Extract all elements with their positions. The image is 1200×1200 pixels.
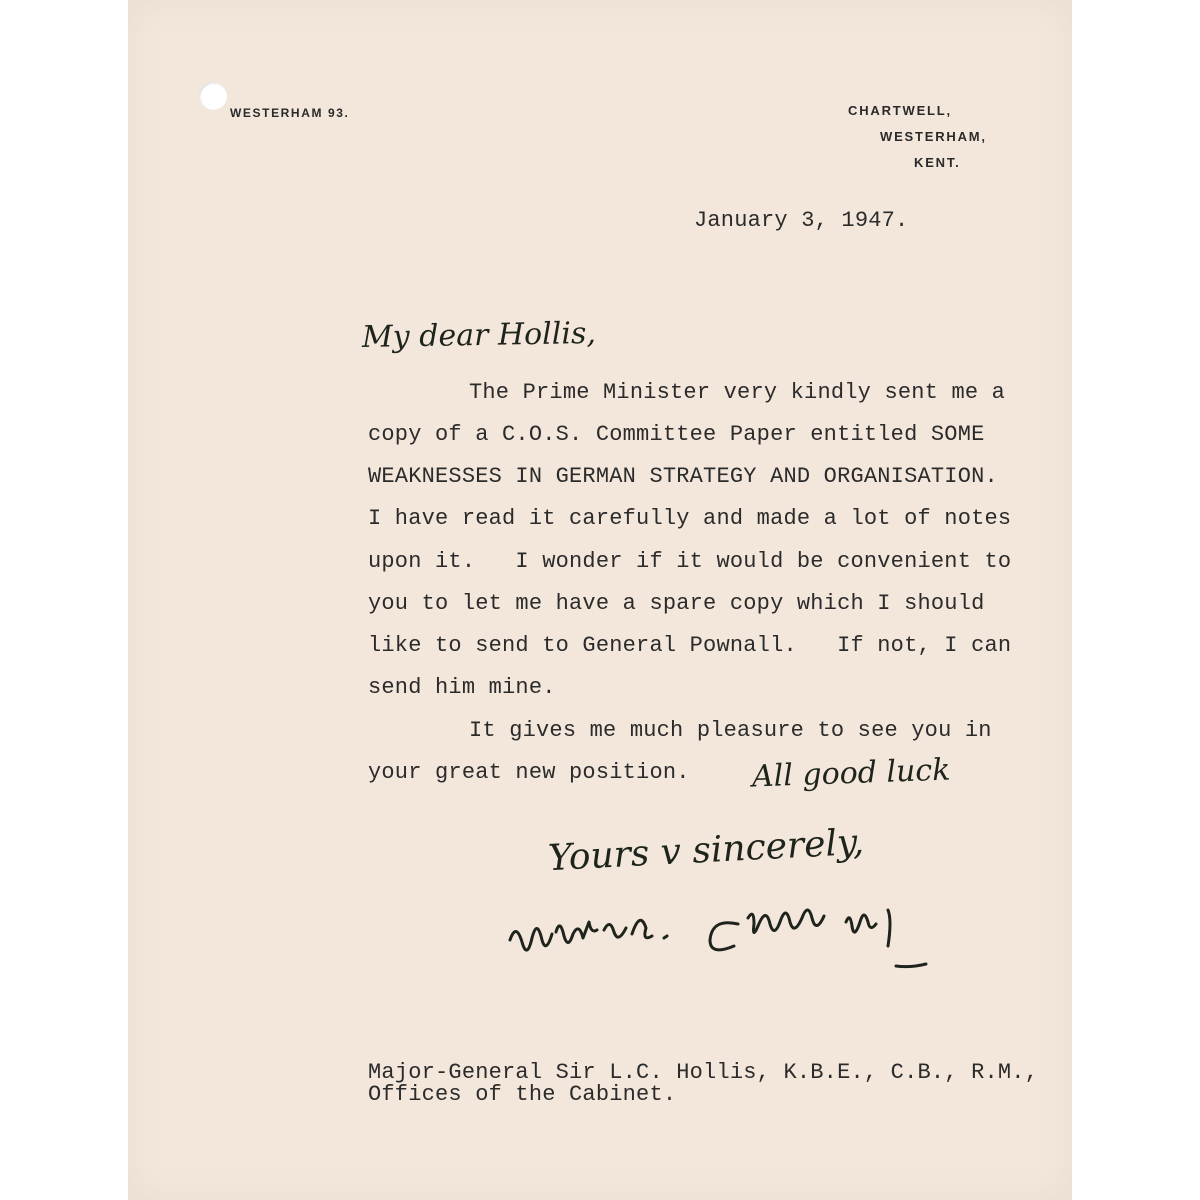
letterhead-address-line: CHARTWELL, bbox=[848, 103, 952, 118]
body-line: send him mine. bbox=[368, 675, 556, 700]
punch-hole bbox=[199, 82, 227, 110]
body-line: It gives me much pleasure to see you in bbox=[469, 718, 992, 743]
body-line: like to send to General Pownall. If not, I can bbox=[368, 633, 1012, 658]
addressee-line: Major-General Sir L.C. Hollis, K.B.E., C.B., R.M., bbox=[368, 1060, 1039, 1085]
handwritten-valediction: Yours v sincerely, bbox=[547, 821, 865, 880]
body-line: copy of a C.O.S. Committee Paper entitled SOME bbox=[368, 422, 985, 447]
body-line: WEAKNESSES IN GERMAN STRATEGY AND ORGANISATION. bbox=[368, 464, 998, 489]
handwritten-wish: All good luck bbox=[751, 752, 951, 795]
body-line: I have read it carefully and made a lot of notes bbox=[368, 506, 1012, 531]
body-line: your great new position. bbox=[368, 760, 690, 785]
body-line: upon it. I wonder if it would be convenient to bbox=[368, 549, 1012, 574]
addressee-line: Offices of the Cabinet. bbox=[368, 1082, 677, 1107]
letter-date: January 3, 1947. bbox=[694, 208, 909, 233]
handwritten-salutation: My dear Hollis, bbox=[361, 315, 597, 356]
letterhead-address-line: WESTERHAM, bbox=[880, 129, 987, 144]
letterhead-phone: WESTERHAM 93. bbox=[230, 106, 350, 120]
letterhead-address-line: KENT. bbox=[914, 155, 961, 170]
body-line: The Prime Minister very kindly sent me a bbox=[469, 380, 1006, 405]
body-line: you to let me have a spare copy which I should bbox=[368, 591, 985, 616]
signature bbox=[500, 900, 940, 990]
